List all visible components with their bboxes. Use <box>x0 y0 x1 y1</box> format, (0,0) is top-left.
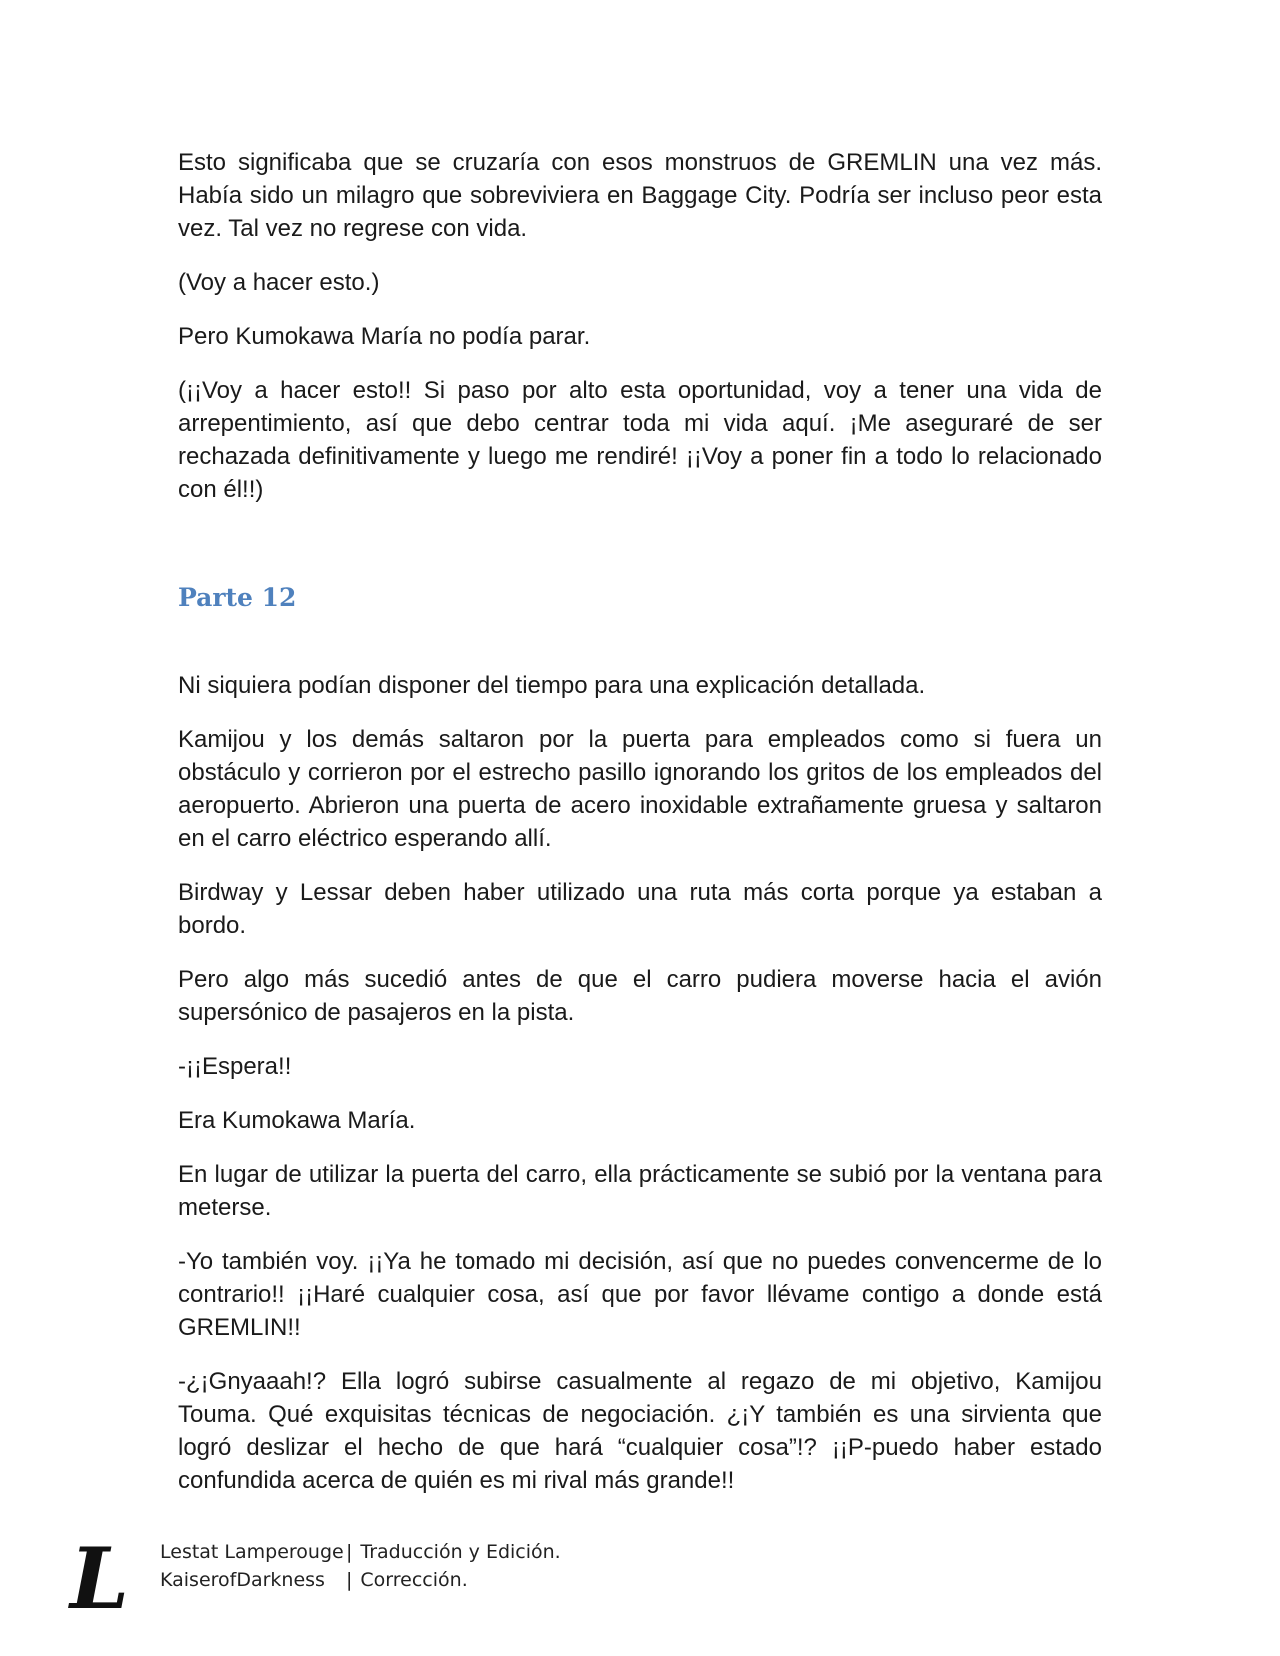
body-section-2 <box>178 669 1102 1497</box>
credit-separator: | <box>346 1569 353 1591</box>
credit-separator: | <box>346 1541 353 1563</box>
paragraph: Birdway y Lessar deben haber utilizado una ruta más corta porque ya estaban a bordo. <box>178 879 1102 939</box>
paragraph: (¡¡Voy a hacer esto!! Si paso por alto esta oportunidad, voy a tener una vida de arrepentimiento, así que debo centrar toda mi vida aquí. ¡Me aseguraré de ser rechazada definitivamente y luego me rendiré! ¡¡Voy a poner fin a todo lo relacionado con él!!) <box>178 377 1102 503</box>
credit-role: Corrección. <box>360 1569 468 1591</box>
footer-credit-row <box>160 1566 561 1594</box>
credit-role: Traducción y Edición. <box>360 1541 561 1563</box>
paragraph: -¿¡Gnyaaah!? Ella logró subirse casualmente al regazo de mi objetivo, Kamijou Touma. Qué exquisitas técnicas de negociación. ¿¡Y también es una sirvienta que logró deslizar el hecho de que hará “cualquier cosa”!? ¡¡P-puedo haber estado confundida acerca de quién es mi rival más grande!! <box>178 1368 1102 1494</box>
paragraph: Pero Kumokawa María no podía parar. <box>178 323 591 350</box>
body-section-1 <box>178 146 1102 506</box>
logo-letter: L <box>70 1536 130 1616</box>
paragraph: Pero algo más sucedió antes de que el carro pudiera moverse hacia el avión supersónico de pasajeros en la pista. <box>178 966 1102 1026</box>
paragraph: Kamijou y los demás saltaron por la puerta para empleados como si fuera un obstáculo y corrieron por el estrecho pasillo ignorando los gritos de los empleados del aeropuerto. Abrieron una puerta de acero inoxidable extrañamente gruesa y saltaron en el carro eléctrico esperando allí. <box>178 726 1102 852</box>
paragraph: Esto significaba que se cruzaría con esos monstruos de GREMLIN una vez más. Había sido un milagro que sobreviviera en Baggage City. Podría ser incluso peor esta vez. Tal vez no regrese con vida. <box>178 149 1102 242</box>
paragraph: -Yo también voy. ¡¡Ya he tomado mi decisión, así que no puedes convencerme de lo contrario!! ¡¡Haré cualquier cosa, así que por favor llévame contigo a donde está GREMLIN!! <box>178 1248 1102 1341</box>
paragraph: -¡¡Espera!! <box>178 1053 292 1080</box>
paragraph: Ni siquiera podían disponer del tiempo para una explicación detallada. <box>178 672 926 699</box>
footer-credit-row <box>160 1538 561 1566</box>
section-heading: Parte 12 <box>178 583 297 612</box>
credit-name: Lestat Lamperouge <box>160 1541 344 1563</box>
paragraph: (Voy a hacer esto.) <box>178 269 380 296</box>
paragraph: Era Kumokawa María. <box>178 1107 416 1134</box>
gothic-l-logo <box>66 1536 134 1616</box>
credit-name: KaiserofDarkness <box>160 1569 325 1591</box>
paragraph: En lugar de utilizar la puerta del carro, ella prácticamente se subió por la ventana para meterse. <box>178 1161 1102 1221</box>
page-footer <box>160 1538 561 1594</box>
